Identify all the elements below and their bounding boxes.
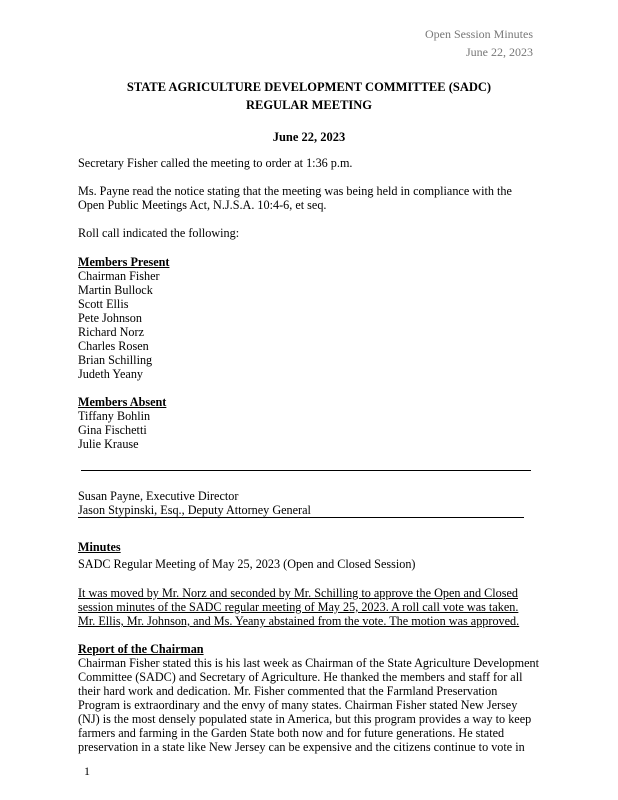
member-name: Charles Rosen — [78, 339, 149, 353]
members-present-heading: Members Present — [78, 255, 170, 269]
report-line: their hard work and dedication. Mr. Fisher commented that the Farmland Preservation — [78, 684, 498, 698]
minutes-subtitle: SADC Regular Meeting of May 25, 2023 (Open and Closed Session) — [78, 557, 416, 571]
meeting-date: June 22, 2023 — [272, 130, 346, 144]
page-number: 1 — [84, 764, 90, 778]
staff-line — [78, 503, 524, 518]
absent-member-name: Gina Fischetti — [78, 423, 147, 437]
motion-line: session minutes of the SADC regular meeting of May 25, 2023. A roll call vote was taken. — [78, 600, 519, 614]
header-session-label: Open Session Minutes — [425, 27, 533, 41]
motion-line: Mr. Ellis, Mr. Johnson, and Ms. Yeany abstained from the vote. The motion was approved. — [78, 614, 520, 628]
member-name: Pete Johnson — [78, 311, 142, 325]
report-line: Chairman Fisher stated this is his last week as Chairman of the State Agriculture Development — [78, 656, 539, 670]
notice-line: Open Public Meetings Act, N.J.S.A. 10:4-6, et seq. — [78, 198, 327, 212]
staff-line: Susan Payne, Executive Director — [78, 489, 239, 503]
call-to-order: Secretary Fisher called the meeting to order at 1:36 p.m. — [78, 156, 353, 170]
document-subtitle: REGULAR MEETING — [245, 98, 373, 112]
header-date: June 22, 2023 — [466, 45, 533, 59]
document-title: STATE AGRICULTURE DEVELOPMENT COMMITTEE (SADC) — [126, 80, 492, 94]
report-line: (NJ) is the most densely populated state in America, but this program provides a way to keep — [78, 712, 532, 726]
staff-line-text: Jason Stypinski, Esq., Deputy Attorney General — [78, 503, 311, 517]
absent-member-name: Tiffany Bohlin — [78, 409, 151, 423]
member-name: Scott Ellis — [78, 297, 129, 311]
member-name: Brian Schilling — [78, 353, 153, 367]
chairman-report-heading: Report of the Chairman — [78, 642, 204, 656]
member-name: Judeth Yeany — [78, 367, 144, 381]
member-name: Richard Norz — [78, 325, 144, 339]
members-absent-heading: Members Absent — [78, 395, 167, 409]
section-divider — [81, 470, 531, 471]
report-line: Committee (SADC) and Secretary of Agriculture. He thanked the members and staff for all — [78, 670, 523, 684]
roll-call-line: Roll call indicated the following: — [78, 226, 240, 240]
member-name: Martin Bullock — [78, 283, 153, 297]
report-line: Program is extraordinary and the envy of many states. Chairman Fisher stated New Jersey — [78, 698, 518, 712]
member-name: Chairman Fisher — [78, 269, 160, 283]
report-line: farmers and farming in the Garden State both now and for future generations. He stated — [78, 726, 505, 740]
motion-line: It was moved by Mr. Norz and seconded by Mr. Schilling to approve the Open and Closed — [78, 586, 519, 600]
notice-line: Ms. Payne read the notice stating that the meeting was being held in compliance with the — [78, 184, 512, 198]
minutes-heading: Minutes — [78, 540, 121, 554]
report-line: preservation in a state like New Jersey can be expensive and the citizens continue to vote in — [78, 740, 525, 754]
absent-member-name: Julie Krause — [78, 437, 139, 451]
